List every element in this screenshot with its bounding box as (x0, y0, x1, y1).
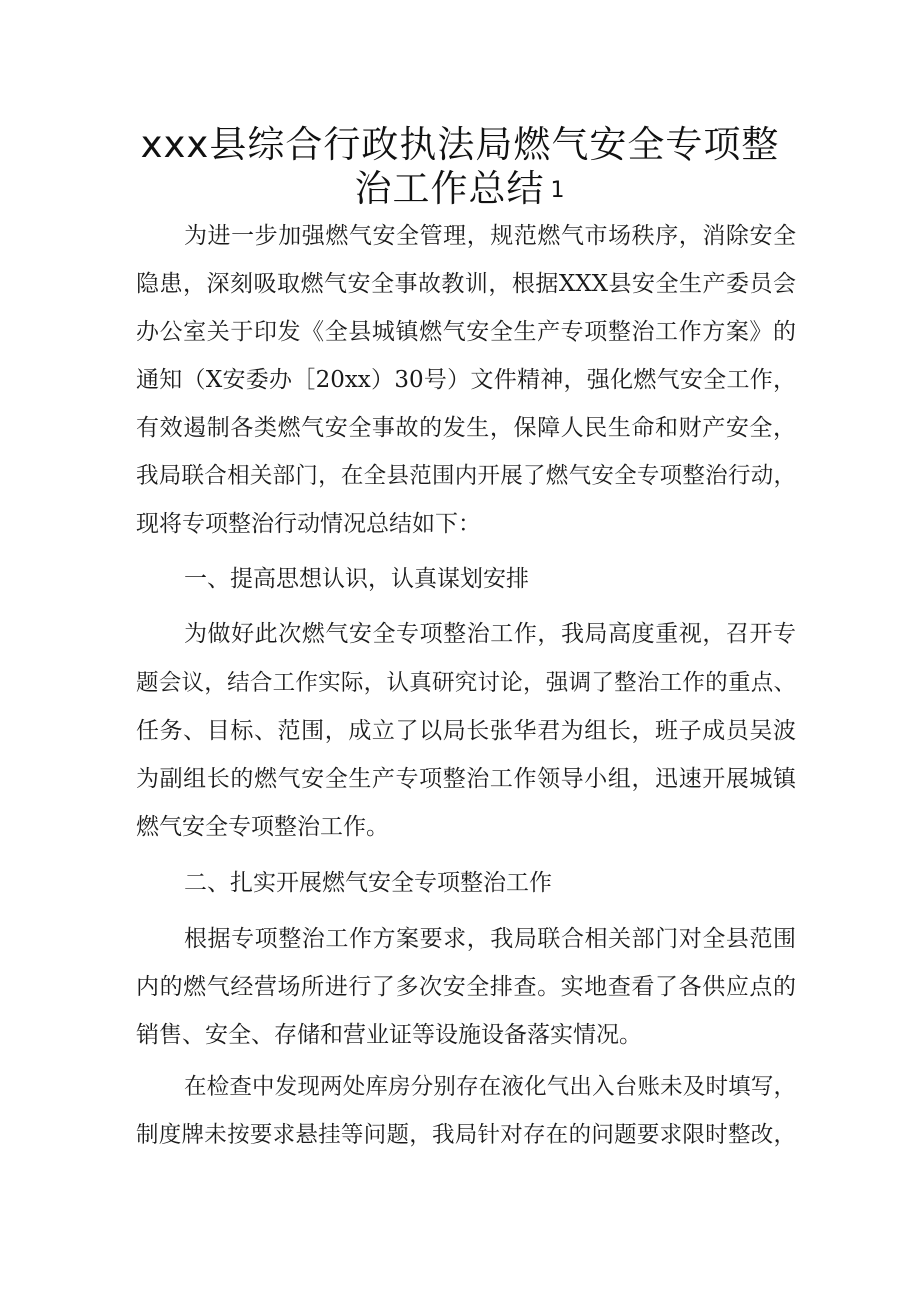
paragraph-1-line: 通知（X安委办［20xx）30号）文件精神，强化燃气安全工作， (136, 367, 796, 393)
title-text-2: 治工作总结 (354, 167, 545, 210)
section-heading-1: 一、提高思想认识，认真谋划安排 (184, 566, 529, 592)
paragraph-3-line: 销售、安全、存储和营业证等设施设备落实情况。 (136, 1022, 642, 1048)
paragraph-1-line: 有效遏制各类燃气安全事故的发生，保障人民生命和财产安全， (136, 415, 796, 441)
title-suffix: 1 (550, 177, 566, 203)
paragraph-4-line: 在检查中发现两处库房分别存在液化气出入台账未及时填写， (184, 1074, 796, 1100)
paragraph-2-line: 为副组长的燃气安全生产专项整治工作领导小组，迅速开展城镇 (136, 766, 796, 792)
paragraph-3-line: 内的燃气经营场所进行了多次安全排查。实地查看了各供应点的 (136, 974, 796, 1000)
section-heading-2: 二、扎实开展燃气安全专项整治工作 (184, 870, 552, 896)
document-title-line-2 (120, 167, 800, 210)
paragraph-1-line: 办公室关于印发《全县城镇燃气安全生产专项整治工作方案》的 (136, 319, 796, 345)
paragraph-1-line: 为进一步加强燃气安全管理，规范燃气市场秩序，消除安全 (184, 223, 796, 249)
paragraph-2-line: 任务、目标、范围，成立了以局长张华君为组长，班子成员吴波 (136, 718, 796, 744)
paragraph-2-line: 燃气安全专项整治工作。 (136, 814, 389, 840)
paragraph-4-line: 制度牌未按要求悬挂等问题，我局针对存在的问题要求限时整改， (136, 1122, 796, 1148)
paragraph-1-line: 我局联合相关部门，在全县范围内开展了燃气安全专项整治行动， (136, 463, 796, 489)
paragraph-2-line: 为做好此次燃气安全专项整治工作，我局高度重视，召开专 (184, 621, 796, 647)
title-text-1: xxx县综合行政执法局燃气安全专项整 (140, 123, 780, 166)
document-title-line-1 (120, 123, 800, 166)
paragraph-1-line: 现将专项整治行动情况总结如下： (136, 511, 481, 537)
paragraph-2-line: 题会议，结合工作实际，认真研究讨论，强调了整治工作的重点、 (136, 670, 796, 696)
paragraph-1-line: 隐患，深刻吸取燃气安全事故教训，根据XXX县安全生产委员会 (136, 271, 796, 297)
paragraph-3-line: 根据专项整治工作方案要求，我局联合相关部门对全县范围 (184, 926, 796, 952)
